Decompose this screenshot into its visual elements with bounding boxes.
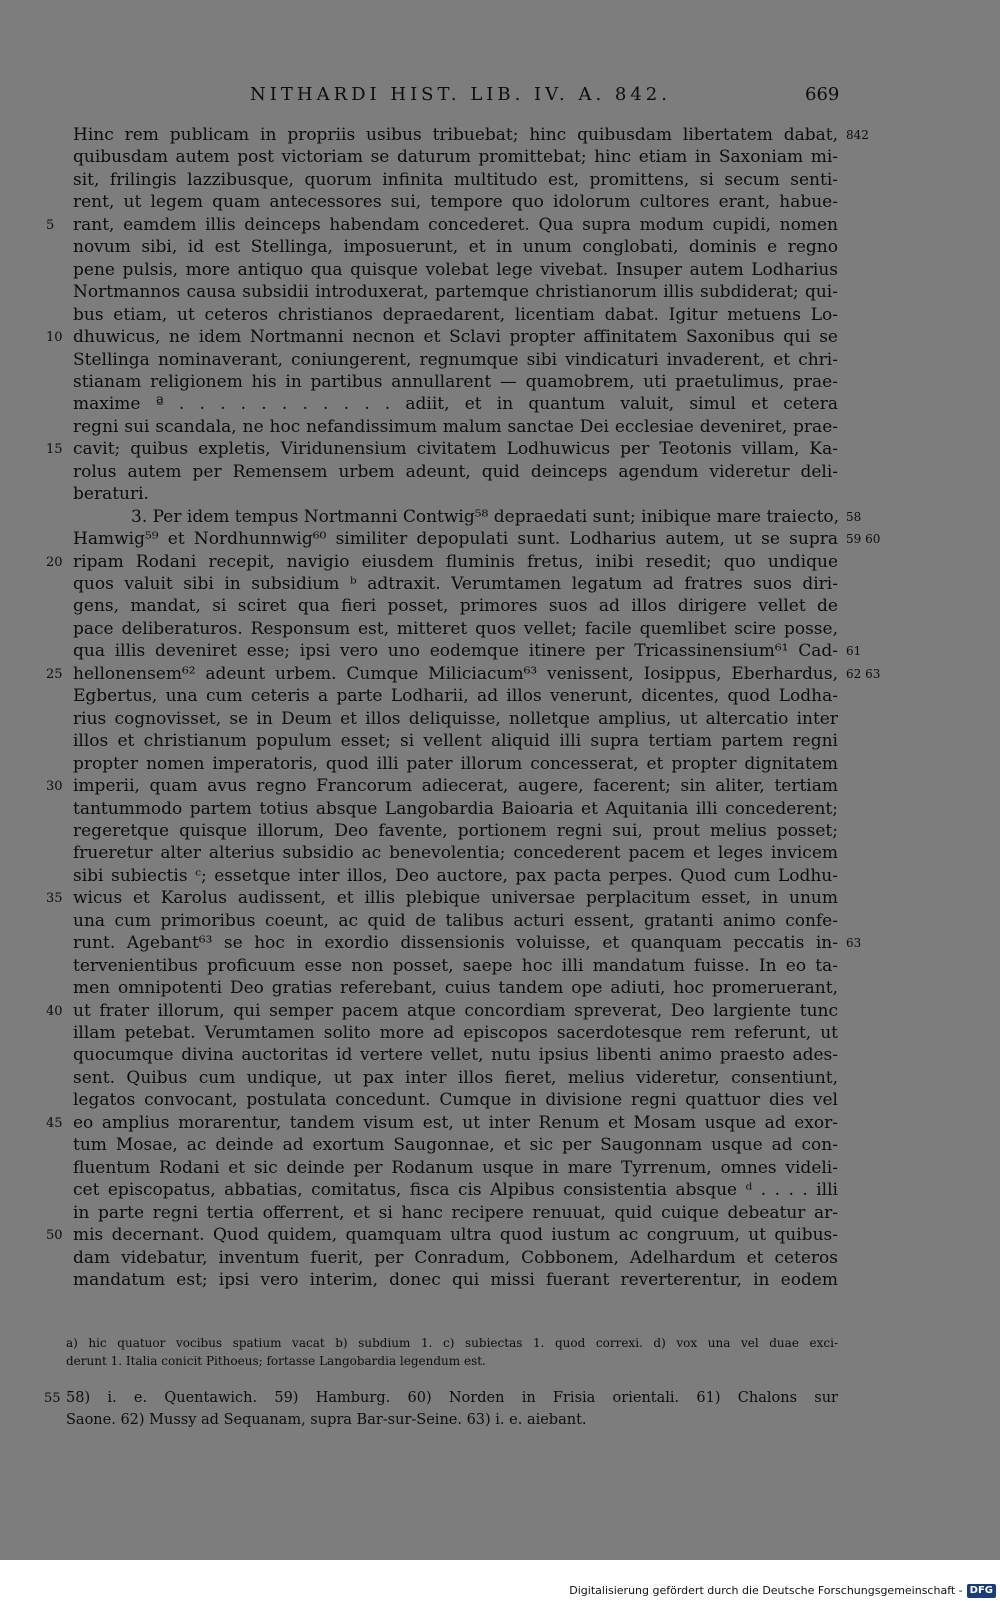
- text-line: qua illis deveniret esse; ipsi vero uno eodemque itinere per Tricassinensium⁶¹ Cad-: [73, 641, 838, 661]
- text-line: mandatum est; ipsi vero interim, donec qui missi fuerant reverterentur, in eodem: [73, 1270, 838, 1290]
- text-line: ut frater illorum, qui semper pacem atque concordiam spreverat, Deo largiente tunc: [73, 1001, 838, 1021]
- line-number: 5: [46, 218, 55, 233]
- text-line: runt. Agebant⁶³ se hoc in exordio dissensionis voluisse, et quanquam peccatis in-: [73, 933, 838, 953]
- historical-note-line: Saone. 62) Mussy ad Sequanam, supra Bar-sur-Seine. 63) i. e. aiebant.: [66, 1412, 587, 1428]
- text-line: bus etiam, ut ceteros christianos depraedarent, licentiam dabat. Igitur metuens Lo-: [73, 305, 838, 325]
- text-line: sit, frilingis lazzibusque, quorum infinita multitudo est, promittens, si secum senti-: [73, 170, 838, 190]
- running-head-title: NITHARDI HIST. LIB. IV. A. 842.: [250, 84, 671, 105]
- text-line: tum Mosae, ac deinde ad exortum Saugonnae, et sic per Saugonnam usque ad con-: [73, 1135, 838, 1155]
- text-line: frueretur alter alterius subsidio ac benevolentia; concederent pacem et leges invicem: [73, 843, 838, 863]
- text-line: rolus autem per Remensem urbem adeunt, quid deinceps agendum videretur deli-: [73, 462, 838, 482]
- text-line: eo amplius morarentur, tandem visum est, ut inter Renum et Mosam usque ad exor-: [73, 1113, 838, 1133]
- text-line: quibusdam autem post victoriam se daturum promittebat; hinc etiam in Saxoniam mi-: [73, 147, 838, 167]
- footer-text: Digitalisierung gefördert durch die Deutsche Forschungsgemeinschaft -: [569, 1584, 963, 1597]
- text-line: una cum primoribus coeunt, ac quid de talibus acturi essent, gratanti animo confe-: [73, 911, 838, 931]
- text-line: Stellinga nominaverant, coniungerent, regnumque sibi vindicaturi invaderent, et chri-: [73, 350, 838, 370]
- text-line: maxime ª . . . . . . . . . . . adiit, et in quantum valuit, simul et cetera: [73, 394, 838, 414]
- line-number: 25: [46, 667, 63, 682]
- text-line: rent, ut legem quam antecessores sui, tempore quo idolorum cultores erant, habue-: [73, 192, 838, 212]
- text-line: regni sui scandala, ne hoc nefandissimum malum sanctae Dei ecclesiae deveniret, prae-: [73, 417, 838, 437]
- text-line: novum sibi, id est Stellinga, imposuerunt, et in unum conglobati, dominis e regno: [73, 237, 838, 257]
- line-number: 40: [46, 1004, 63, 1019]
- text-line: gens, mandat, si sciret qua fieri posset, primores suos ad illos dirigere vellet de: [73, 596, 838, 616]
- line-number: 45: [46, 1116, 63, 1131]
- text-line: quocumque divina auctoritas id vertere vellet, nutu ipsius libenti animo praesto ades-: [73, 1045, 838, 1065]
- line-number: 20: [46, 555, 63, 570]
- line-number: 30: [46, 779, 63, 794]
- text-line: cavit; quibus expletis, Viridunensium civitatem Lodhuwicus per Teotonis villam, Ka-: [73, 439, 838, 459]
- text-line: 3. Per idem tempus Nortmanni Contwig⁵⁸ depraedati sunt; inibique mare traiecto,: [131, 507, 840, 527]
- margin-note: 58: [846, 510, 862, 524]
- text-line: pene pulsis, more antiquo qua quisque volebat lege vivebat. Insuper autem Lodharius: [73, 260, 838, 280]
- text-line: propter nomen imperatoris, quod illi pater illorum concesserat, et propter dignitatem: [73, 754, 838, 774]
- line-number: 50: [46, 1228, 63, 1243]
- margin-note: 61: [846, 644, 862, 658]
- text-line: sent. Quibus cum undique, ut pax inter illos fieret, melius videretur, consentiunt,: [73, 1068, 838, 1088]
- text-line: Egbertus, una cum ceteris a parte Lodharii, ad illos venerunt, dicentes, quod Lodha-: [73, 686, 838, 706]
- text-line: tervenientibus proficuum esse non posset, saepe hoc illi mandatum fuisse. In eo ta-: [73, 956, 838, 976]
- text-line: hellonensem⁶² adeunt urbem. Cumque Miliciacum⁶³ venissent, Iosippus, Eberhardus,: [73, 664, 838, 684]
- text-line: sibi subiectis ᶜ; essetque inter illos, Deo auctore, pax pacta perpes. Quod cum Lodhu-: [73, 866, 838, 886]
- line-number: 15: [46, 442, 63, 457]
- text-line: quos valuit sibi in subsidium ᵇ adtraxit. Verumtamen legatum ad fratres suos diri-: [73, 574, 838, 594]
- margin-note: 59 60: [846, 532, 881, 546]
- text-line: tantummodo partem totius absque Langobardia Baioaria et Aquitania illi concederent;: [73, 799, 838, 819]
- text-line: beraturi.: [73, 484, 149, 504]
- text-line: fluentum Rodani et sic deinde per Rodanum usque in mare Tyrrenum, omnes videli-: [73, 1158, 838, 1178]
- margin-note: 842: [846, 128, 869, 142]
- text-line: mis decernant. Quod quidem, quamquam ultra quod iustum ac congruum, ut quibus-: [73, 1225, 838, 1245]
- critical-note-line: a) hic quatuor vocibus spatium vacat b) subdium 1. c) subiectas 1. quod correxi. d) vox una vel duae exci-: [66, 1336, 838, 1350]
- historical-notes-line-number: 55: [44, 1391, 61, 1406]
- text-line: regeretque quisque illorum, Deo favente, portionem regni sui, prout melius posset;: [73, 821, 838, 841]
- line-number: 35: [46, 891, 63, 906]
- text-line: cet episcopatus, abbatias, comitatus, fisca cis Alpibus consistentia absque ᵈ . . . . illi: [73, 1180, 838, 1200]
- page-number: 669: [805, 84, 840, 105]
- text-line: rant, eamdem illis deinceps habendam concederet. Qua supra modum cupidi, nomen: [73, 215, 838, 235]
- text-line: ripam Rodani recepit, navigio eiusdem fluminis fretus, inibi resedit; quo undique: [73, 552, 838, 572]
- text-line: imperii, quam avus regno Francorum adiecerat, augere, facerent; sin aliter, tertiam: [73, 776, 838, 796]
- text-line: pace deliberaturos. Responsum est, mitteret quos vellet; facile quemlibet scire posse,: [73, 619, 838, 639]
- text-line: dhuwicus, ne idem Nortmanni necnon et Sclavi propter affinitatem Saxonibus qui se: [73, 327, 838, 347]
- text-line: Hamwig⁵⁹ et Nordhunnwig⁶⁰ similiter depopulati sunt. Lodharius autem, ut se supra: [73, 529, 838, 549]
- margin-note: 63: [846, 936, 862, 950]
- text-line: dam videbatur, inventum fuerit, per Conradum, Cobbonem, Adelhardum et ceteros: [73, 1248, 838, 1268]
- dfg-logo: DFG: [967, 1584, 996, 1598]
- text-line: Nortmannos causa subsidii introduxerat, partemque christianorum illis subdiderat; qui-: [73, 282, 838, 302]
- text-line: men omnipotenti Deo gratias referebant, cuius tandem ope adiuti, hoc promeruerant,: [73, 978, 838, 998]
- text-line: in parte regni tertia offerrent, et si hanc recipere renuuat, quid cuique debeatur ar-: [73, 1203, 838, 1223]
- margin-note: 62 63: [846, 667, 881, 681]
- text-line: legatos convocant, postulata concedunt. Cumque in divisione regni quattuor dies vel: [73, 1090, 838, 1110]
- text-line: stianam religionem his in partibus annullarent — quamobrem, uti praetulimus, prae-: [73, 372, 838, 392]
- digitization-footer: [569, 1584, 996, 1598]
- text-line: illam petebat. Verumtamen solito more ad episcopos sacerdotesque rem referunt, ut: [73, 1023, 838, 1043]
- historical-note-line: 58) i. e. Quentawich. 59) Hamburg. 60) Norden in Frisia orientali. 61) Chalons sur: [66, 1390, 838, 1406]
- text-line: Hinc rem publicam in propriis usibus tribuebat; hinc quibusdam libertatem dabat,: [73, 125, 838, 145]
- line-number: 10: [46, 330, 63, 345]
- running-head: [0, 84, 1000, 112]
- text-line: illos et christianum populum esset; si vellent aliquid illi supra tertiam partem regni: [73, 731, 838, 751]
- text-line: rius cognovisset, se in Deum et illos deliquisse, nolletque amplius, ut altercatio inter: [73, 709, 838, 729]
- text-line: wicus et Karolus audissent, et illis plebique universae perplacitum esset, in unum: [73, 888, 838, 908]
- critical-note-line: derunt 1. Italia conicit Pithoeus; fortasse Langobardia legendum est.: [66, 1354, 486, 1368]
